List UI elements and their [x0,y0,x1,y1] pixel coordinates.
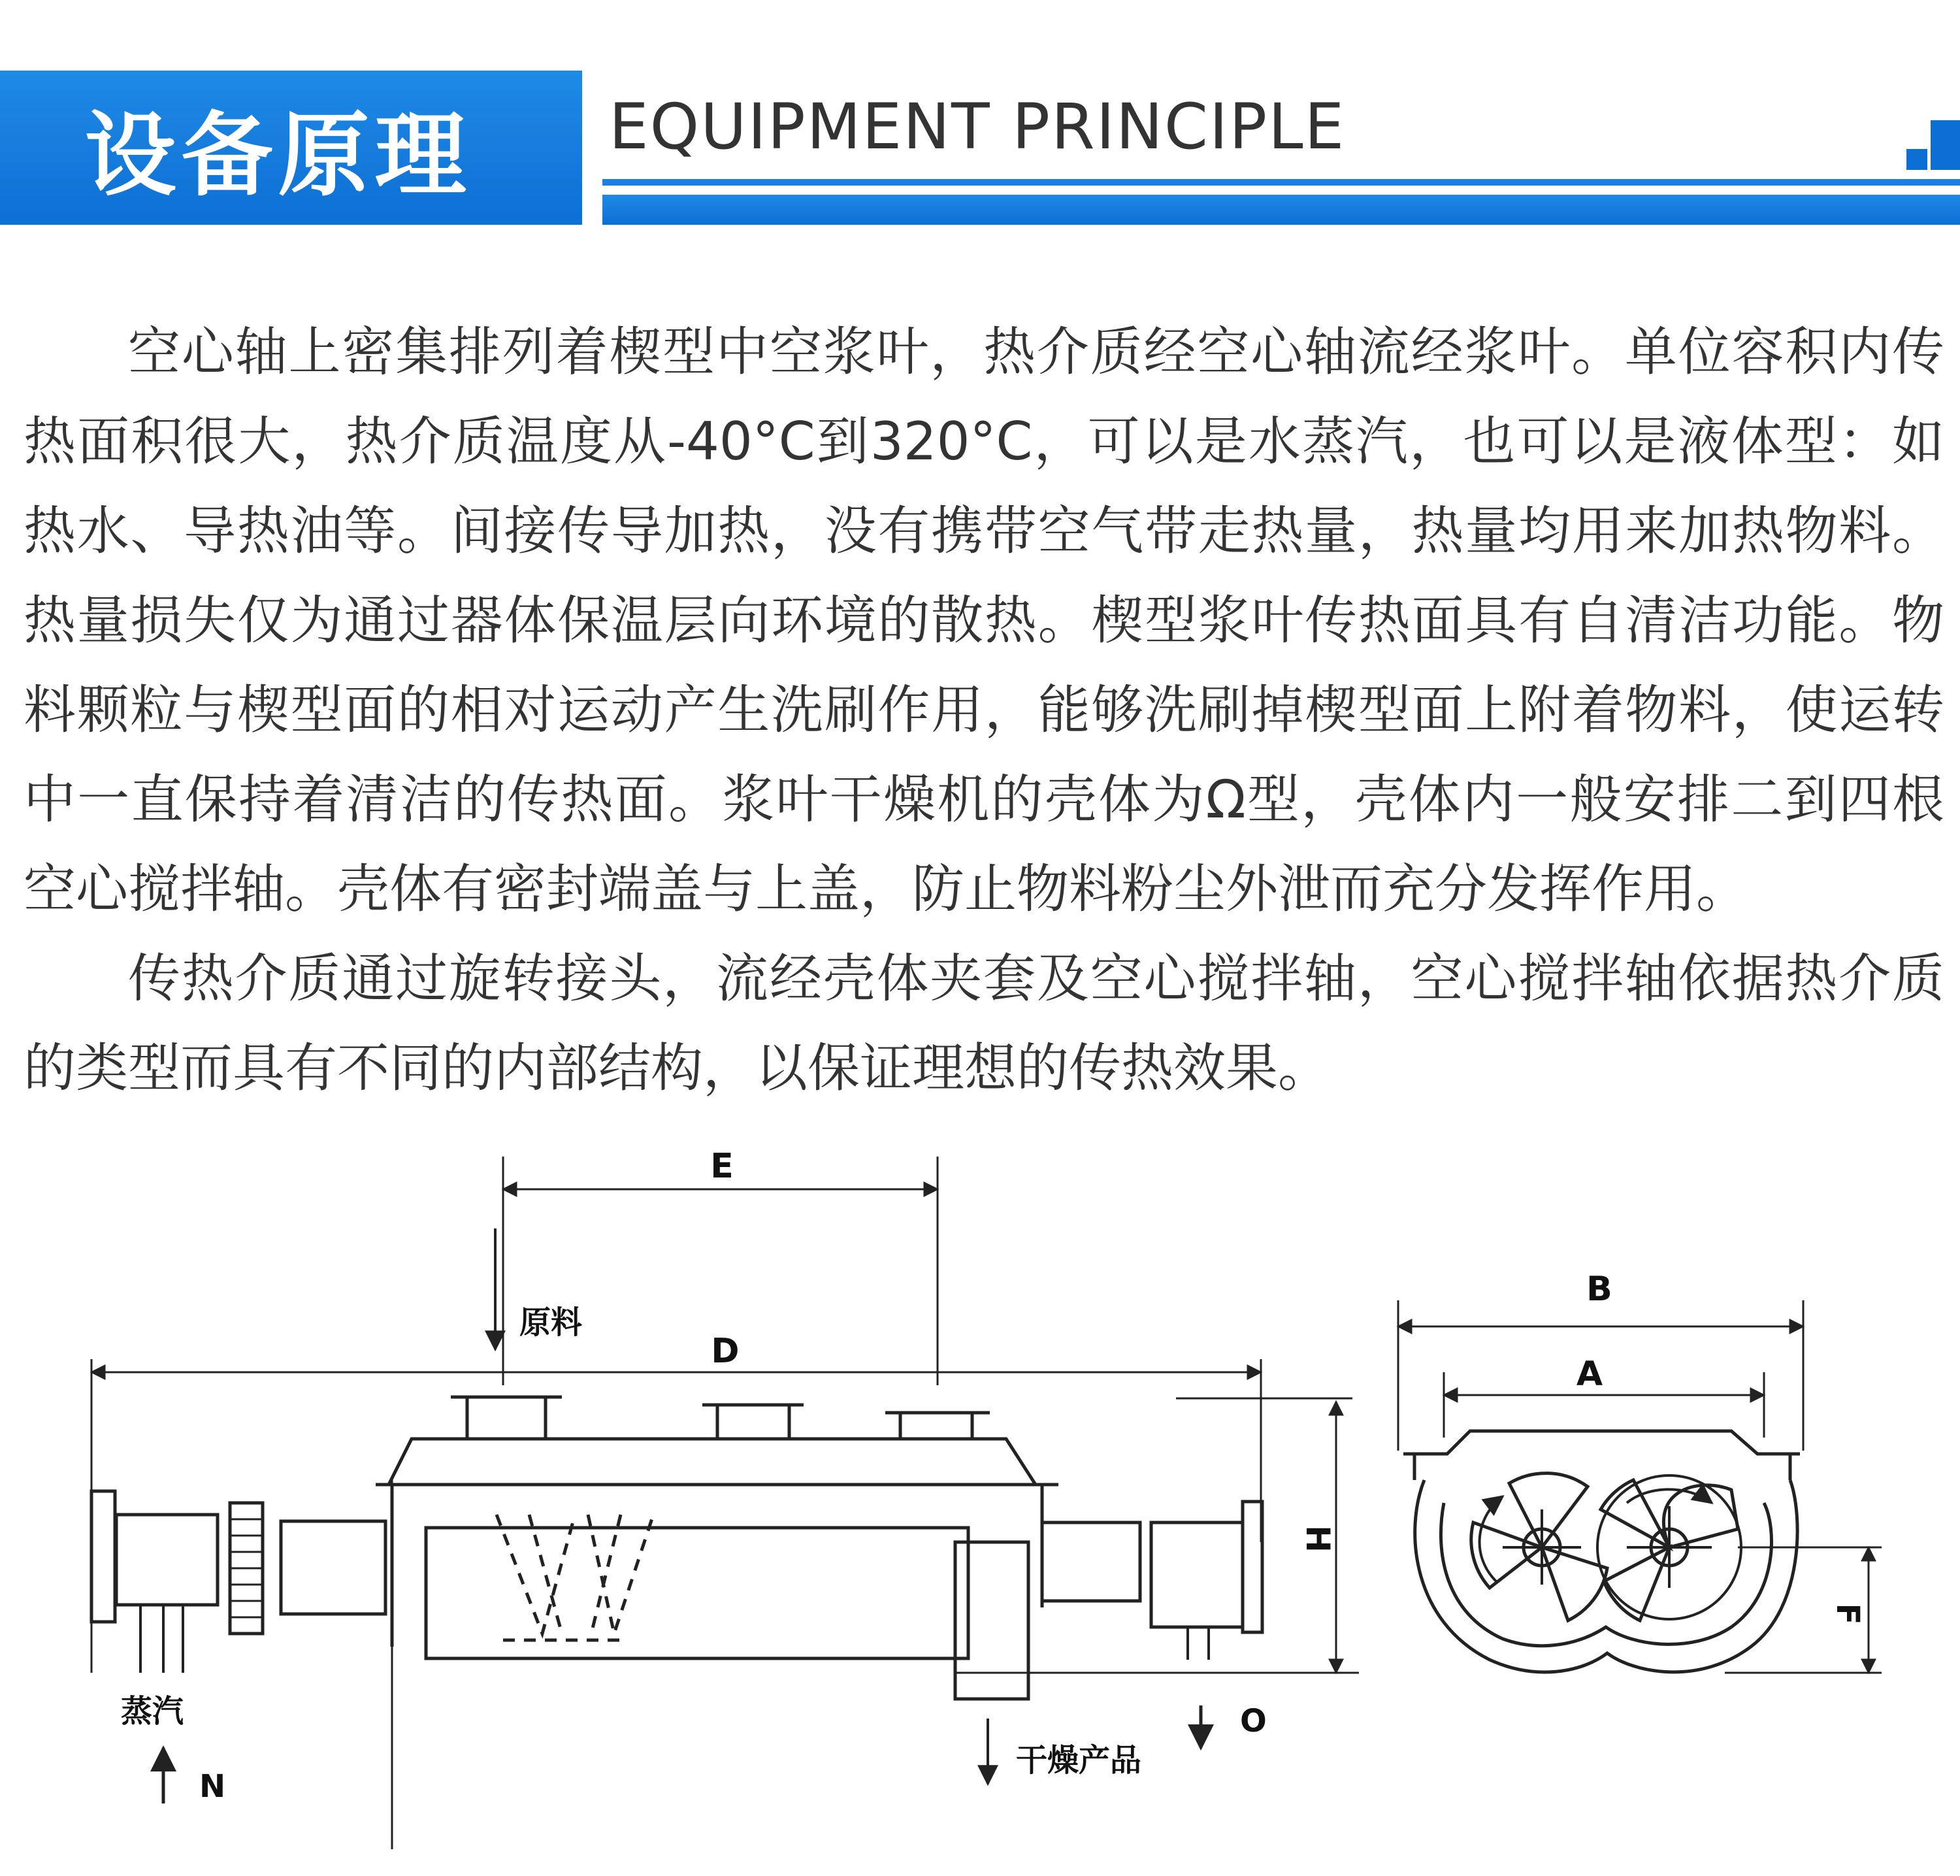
output-joint [1151,1522,1243,1627]
label-dim-b: B [1586,1270,1612,1309]
header-divider-thin [602,179,1960,186]
output-shaft [1042,1522,1140,1601]
label-dim-d: D [711,1332,740,1371]
left-flange [91,1491,115,1622]
discharge-box [955,1542,1028,1699]
inlet-nozzle [717,1405,789,1439]
side-view [91,1157,1359,1849]
label-steam: 蒸汽 [121,1693,184,1730]
steam-pipe [140,1605,183,1673]
header-deco-square [1906,149,1927,170]
left-paddle [1509,1473,1588,1547]
shell-top [1403,1431,1800,1454]
dryer-structure-diagram [0,1111,1960,1876]
shell-sides [1414,1454,1790,1480]
label-dim-h: H [1299,1525,1337,1553]
rotary-joint [116,1515,218,1605]
diagram-labels [121,1147,1866,1805]
right-paddle [1663,1485,1738,1547]
label-dim-e: E [710,1147,734,1186]
label-dim-o: O [1240,1703,1267,1739]
drive-shaft [281,1521,385,1614]
inlet-nozzle [467,1397,546,1439]
principle-description [24,307,1944,1113]
left-rotation-arrow [1480,1496,1503,1581]
header-deco-square [1931,120,1960,150]
header-deco-square [1931,149,1960,170]
section-title-banner [0,71,582,225]
outlet-pipe [1188,1627,1209,1660]
housing-lid [389,1439,1036,1485]
label-dry-product: 干燥产品 [1016,1742,1142,1779]
header-divider-thick [602,195,1960,225]
paragraph: 传热介质通过旋转接头，流经壳体夹套及空心搅拌轴，空心搅拌轴依据热介质的类型而具有不同的内部结构，以保证理想的传热效果。 [24,948,1944,1098]
right-paddle [1604,1547,1669,1621]
right-flange [1243,1502,1262,1632]
label-dim-f: F [1829,1603,1866,1625]
section-title: 设备原理 [84,102,472,209]
label-dim-a: A [1576,1355,1603,1394]
end-view [1398,1300,1882,1673]
label-dim-n: N [199,1768,226,1805]
section-subtitle: EQUIPMENT PRINCIPLE [609,90,1346,163]
paddle-sketch [497,1515,653,1640]
label-raw-material: 原料 [519,1304,583,1341]
paragraph: 空心轴上密集排列着楔型中空浆叶，热介质经空心轴流经浆叶。单位容积内传热面积很大，热介质温度从-40°C到320°C，可以是水蒸汽，也可以是液体型：如热水、导热油等。间接传导加热，没有携带空气带走热量，热量均用来加热物料。热量损失仅为通过器体保温层向环境的散热。楔型浆叶传热面具有自清洁功能。物料颗粒与楔型面的相对运动产生洗刷作用，能够洗刷掉楔型面上附着物料，使运转中一直保持着清洁的传热面。浆叶干燥机的壳体为Ω型，壳体内一般安排二到四根空心搅拌轴。壳体有密封端盖与上盖，防止物料粉尘外泄而充分发挥作用。 [24,321,1944,919]
vent-nozzle [900,1413,972,1439]
